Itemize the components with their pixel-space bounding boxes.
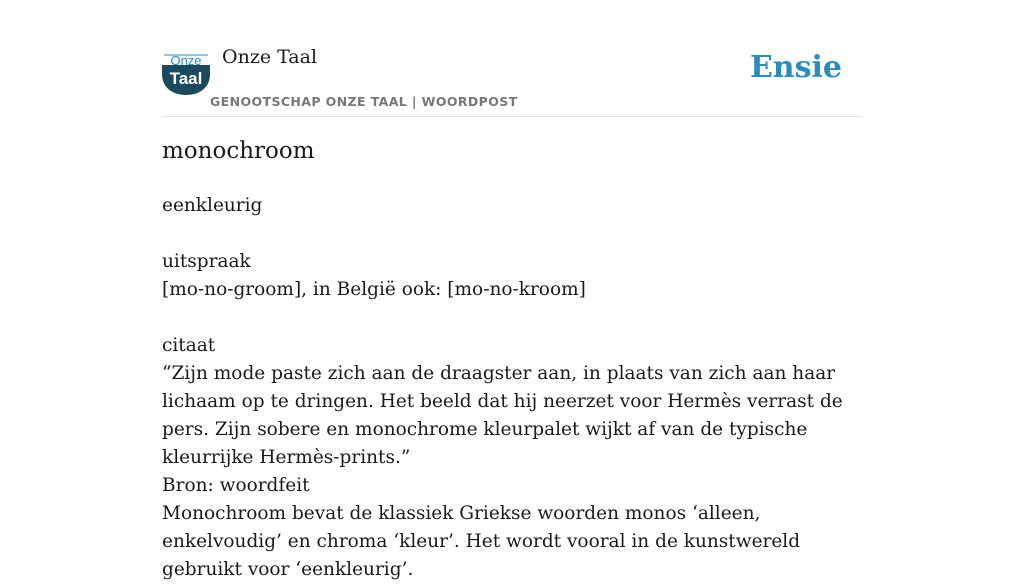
onze-taal-logo[interactable] [162,52,210,96]
quote-heading: citaat [162,335,216,356]
logo-bottom-text: Taal [169,69,203,88]
site-header [162,44,862,117]
pronunciation-text: [mo-no-groom], in België ook: [mo-no-kroom] [162,279,586,300]
pronunciation-heading: uitspraak [162,251,251,272]
entry-body [162,192,862,584]
quote-text: “Zijn mode paste zich aan de draagster aan, in plaats van zich aan haar lichaam op te dringen. Het beeld dat hij neerzet voor Hermès verrast de pers. Zijn sobere en monochrome kleurpalet wijkt af van de typische kleurrijke Hermès-prints.” [162,363,843,468]
site-subtitle: GENOOTSCHAP ONZE TAAL | WOORDPOST [210,94,518,109]
quote-source: Bron: woordfeit [162,475,310,496]
logo-top-text: Onze [170,53,202,68]
site-name[interactable]: Onze Taal [222,46,318,68]
onze-taal-logo-icon [162,52,210,96]
entry-definition: eenkleurig [162,195,263,216]
entry-title: monochroom [162,138,315,164]
etymology-text: Monochroom bevat de klassiek Griekse woorden monos ‘alleen, enkelvoudig’ en chroma ‘kleur’. Het wordt vooral in de kunstwereld gebruikt voor ‘eenkleurig’. [162,503,801,580]
ensie-brand-link[interactable]: Ensie [749,50,842,85]
